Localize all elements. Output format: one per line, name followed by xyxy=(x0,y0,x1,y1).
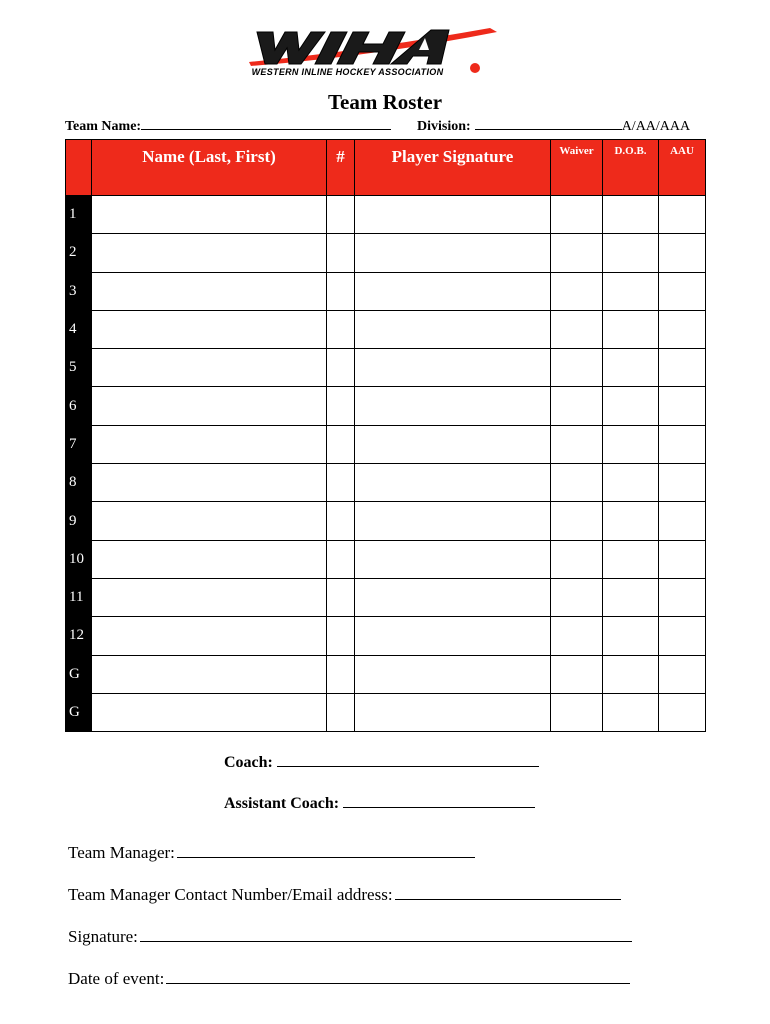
number-cell[interactable] xyxy=(327,272,355,310)
team-name-line[interactable] xyxy=(141,117,391,130)
number-cell[interactable] xyxy=(327,502,355,540)
roster-header-row xyxy=(66,140,706,196)
player-signature-cell[interactable] xyxy=(355,578,551,616)
dob-cell[interactable] xyxy=(603,617,659,655)
assistant-coach-line[interactable] xyxy=(343,793,535,808)
row-number: 8 xyxy=(66,464,92,502)
number-cell[interactable] xyxy=(327,196,355,234)
number-cell[interactable] xyxy=(327,655,355,693)
waiver-cell[interactable] xyxy=(551,578,603,616)
waiver-cell[interactable] xyxy=(551,540,603,578)
table-row xyxy=(66,234,706,272)
dob-cell[interactable] xyxy=(603,310,659,348)
aau-cell[interactable] xyxy=(659,540,706,578)
coach-field[interactable] xyxy=(224,752,539,772)
player-signature-cell[interactable] xyxy=(355,387,551,425)
division-levels: A/AA/AAA xyxy=(621,119,691,134)
dob-cell[interactable] xyxy=(603,425,659,463)
player-signature-cell[interactable] xyxy=(355,540,551,578)
table-row xyxy=(66,655,706,693)
roster-table xyxy=(65,139,706,732)
name-cell[interactable] xyxy=(92,310,327,348)
row-number: 11 xyxy=(66,578,92,616)
name-cell[interactable] xyxy=(92,693,327,731)
table-row xyxy=(66,387,706,425)
team-manager-label: Team Manager: xyxy=(68,843,175,862)
team-manager-contact-label: Team Manager Contact Number/Email address: xyxy=(68,885,393,904)
table-row xyxy=(66,272,706,310)
aau-cell[interactable] xyxy=(659,310,706,348)
player-signature-cell[interactable] xyxy=(355,502,551,540)
header-waiver: Waiver xyxy=(551,140,603,196)
number-cell[interactable] xyxy=(327,578,355,616)
page-title: Team Roster xyxy=(327,90,443,114)
team-manager-field[interactable] xyxy=(68,843,475,863)
aau-cell[interactable] xyxy=(659,464,706,502)
dob-cell[interactable] xyxy=(603,234,659,272)
table-row xyxy=(66,502,706,540)
number-cell[interactable] xyxy=(327,425,355,463)
name-cell[interactable] xyxy=(92,272,327,310)
number-cell[interactable] xyxy=(327,234,355,272)
player-signature-cell[interactable] xyxy=(355,693,551,731)
number-cell[interactable] xyxy=(327,540,355,578)
table-row xyxy=(66,464,706,502)
aau-cell[interactable] xyxy=(659,655,706,693)
name-cell[interactable] xyxy=(92,655,327,693)
dob-cell[interactable] xyxy=(603,655,659,693)
division-field[interactable] xyxy=(417,117,690,135)
name-cell[interactable] xyxy=(92,617,327,655)
coach-label: Coach: xyxy=(224,754,273,771)
waiver-cell[interactable] xyxy=(551,693,603,731)
row-number: 2 xyxy=(66,234,92,272)
aau-cell[interactable] xyxy=(659,578,706,616)
table-row xyxy=(66,196,706,234)
assistant-coach-field[interactable] xyxy=(224,793,535,813)
row-number: 5 xyxy=(66,349,92,387)
player-signature-cell[interactable] xyxy=(355,196,551,234)
table-row xyxy=(66,310,706,348)
name-cell[interactable] xyxy=(92,196,327,234)
waiver-cell[interactable] xyxy=(551,464,603,502)
roster-body xyxy=(66,196,706,732)
table-row xyxy=(66,425,706,463)
player-signature-cell[interactable] xyxy=(355,272,551,310)
team-manager-line[interactable] xyxy=(177,843,475,858)
player-signature-cell[interactable] xyxy=(355,655,551,693)
row-number: 10 xyxy=(66,540,92,578)
dob-cell[interactable] xyxy=(603,464,659,502)
aau-cell[interactable] xyxy=(659,425,706,463)
header-number: # xyxy=(327,140,355,196)
aau-cell[interactable] xyxy=(659,387,706,425)
player-signature-cell[interactable] xyxy=(355,425,551,463)
date-of-event-label: Date of event: xyxy=(68,969,165,988)
number-cell[interactable] xyxy=(327,310,355,348)
number-cell[interactable] xyxy=(327,617,355,655)
dob-cell[interactable] xyxy=(603,693,659,731)
division-label: Division: xyxy=(417,119,471,134)
player-signature-cell[interactable] xyxy=(355,464,551,502)
team-manager-contact-line[interactable] xyxy=(395,885,621,900)
waiver-cell[interactable] xyxy=(551,655,603,693)
table-row xyxy=(66,693,706,731)
row-number: 7 xyxy=(66,425,92,463)
dob-cell[interactable] xyxy=(603,272,659,310)
number-cell[interactable] xyxy=(327,387,355,425)
coach-line[interactable] xyxy=(277,752,539,767)
name-cell[interactable] xyxy=(92,578,327,616)
waiver-cell[interactable] xyxy=(551,310,603,348)
dob-cell[interactable] xyxy=(603,502,659,540)
date-of-event-line[interactable] xyxy=(166,969,630,984)
name-cell[interactable] xyxy=(92,425,327,463)
logo-tagline: WESTERN INLINE HOCKEY ASSOCIATION xyxy=(251,67,444,77)
dob-cell[interactable] xyxy=(603,387,659,425)
header-name: Name (Last, First) xyxy=(92,140,327,196)
team-manager-contact-field[interactable] xyxy=(68,885,621,905)
table-row xyxy=(66,617,706,655)
row-number: 4 xyxy=(66,310,92,348)
dob-cell[interactable] xyxy=(603,349,659,387)
number-cell[interactable] xyxy=(327,464,355,502)
header-aau: AAU xyxy=(659,140,706,196)
waiver-cell[interactable] xyxy=(551,196,603,234)
name-cell[interactable] xyxy=(92,234,327,272)
name-cell[interactable] xyxy=(92,349,327,387)
dob-cell[interactable] xyxy=(603,540,659,578)
header-player-signature: Player Signature xyxy=(355,140,551,196)
table-row xyxy=(66,578,706,616)
row-number: 6 xyxy=(66,387,92,425)
row-number: 3 xyxy=(66,272,92,310)
table-row xyxy=(66,540,706,578)
dob-cell[interactable] xyxy=(603,196,659,234)
waiver-cell[interactable] xyxy=(551,349,603,387)
aau-cell[interactable] xyxy=(659,272,706,310)
name-cell[interactable] xyxy=(92,502,327,540)
table-row xyxy=(66,349,706,387)
aau-cell[interactable] xyxy=(659,349,706,387)
name-cell[interactable] xyxy=(92,387,327,425)
team-name-label: Team Name: xyxy=(65,119,142,134)
assistant-coach-label: Assistant Coach: xyxy=(224,795,340,812)
waiver-cell[interactable] xyxy=(551,387,603,425)
waiver-cell[interactable] xyxy=(551,234,603,272)
team-name-field[interactable] xyxy=(65,117,391,135)
waiver-cell[interactable] xyxy=(551,425,603,463)
name-cell[interactable] xyxy=(92,464,327,502)
header-corner xyxy=(66,140,92,196)
signature-label: Signature: xyxy=(68,927,138,946)
aau-cell[interactable] xyxy=(659,502,706,540)
name-cell[interactable] xyxy=(92,540,327,578)
row-number: G xyxy=(66,655,92,693)
aau-cell[interactable] xyxy=(659,693,706,731)
waiver-cell[interactable] xyxy=(551,272,603,310)
date-of-event-field[interactable] xyxy=(68,969,630,989)
aau-cell[interactable] xyxy=(659,617,706,655)
player-signature-cell[interactable] xyxy=(355,349,551,387)
number-cell[interactable] xyxy=(327,349,355,387)
dob-cell[interactable] xyxy=(603,578,659,616)
row-number: G xyxy=(66,693,92,731)
waiver-cell[interactable] xyxy=(551,502,603,540)
aau-cell[interactable] xyxy=(659,234,706,272)
division-line[interactable] xyxy=(475,117,622,130)
signature-line[interactable] xyxy=(140,927,632,942)
player-signature-cell[interactable] xyxy=(355,617,551,655)
player-signature-cell[interactable] xyxy=(355,310,551,348)
row-number: 12 xyxy=(66,617,92,655)
row-number: 1 xyxy=(66,196,92,234)
header-dob: D.O.B. xyxy=(603,140,659,196)
player-signature-cell[interactable] xyxy=(355,234,551,272)
signature-field[interactable] xyxy=(68,927,632,947)
number-cell[interactable] xyxy=(327,693,355,731)
waiver-cell[interactable] xyxy=(551,617,603,655)
aau-cell[interactable] xyxy=(659,196,706,234)
row-number: 9 xyxy=(66,502,92,540)
